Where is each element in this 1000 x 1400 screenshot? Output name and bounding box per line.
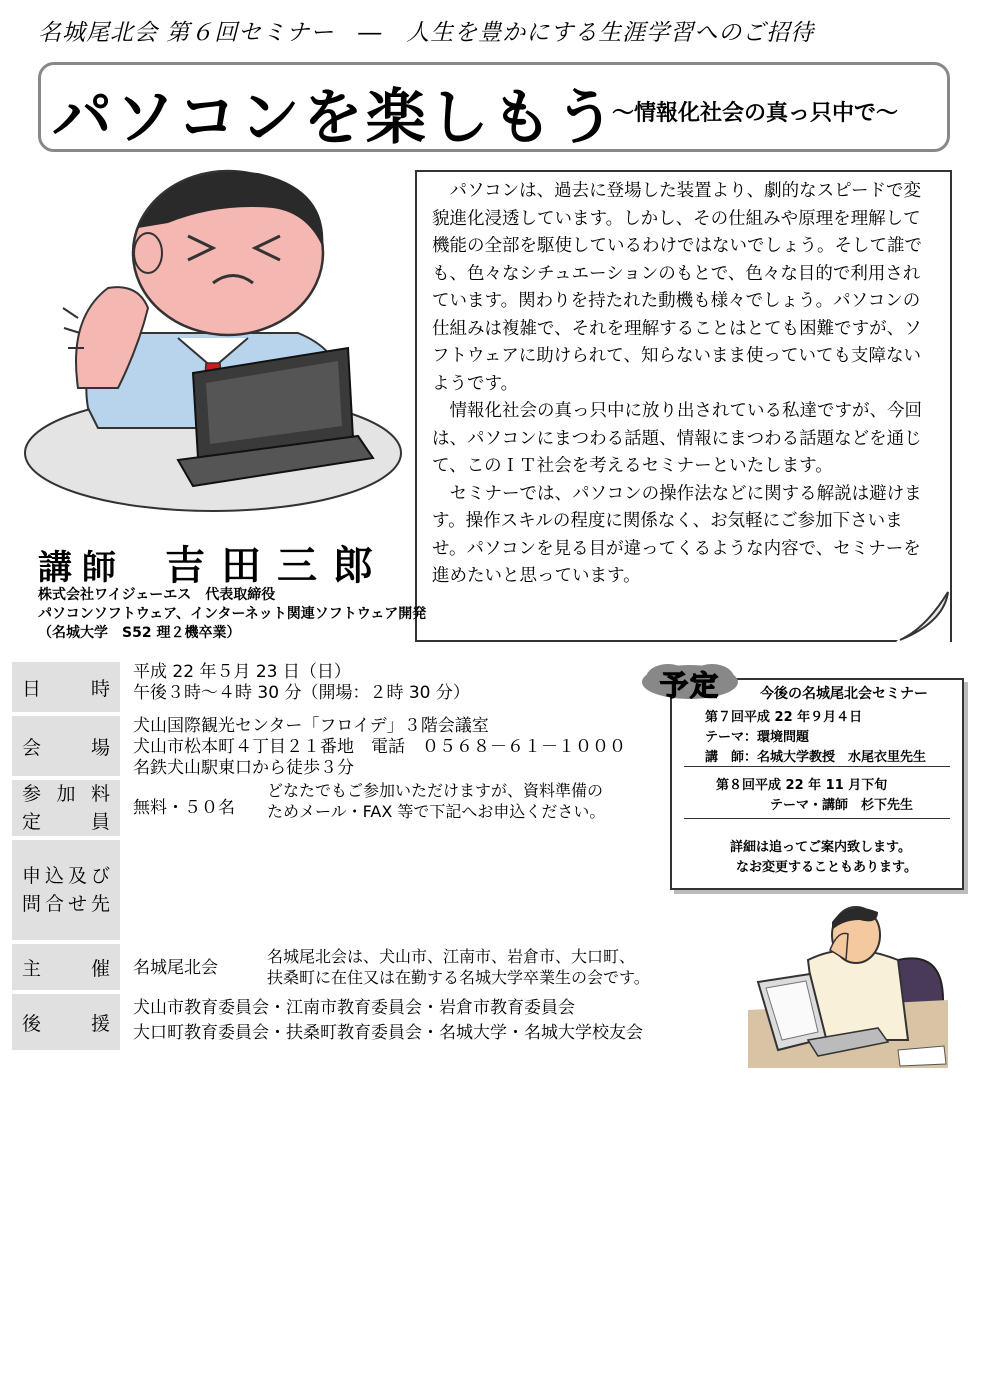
lecturer-label: 講師 [38,548,126,588]
fee-label-b: 定 員 [22,811,110,833]
intro-paragraph: パソコンは、過去に登場した装置より、劇的なスピードで変貌進化浸透しています。しかし、その仕組みや原理を理解して機能の全部を駆使しているわけではないでしょう。そして誰でも、色々なシチュエーションのもとで、色々な目的で利用されています。関わりを持たれた動機も様々でしょう。パソコンの仕組みは複雑で、それを理解することはとても困難ですが、ソフトウェアに助けられて、知らないまま使っていても支障ないようです。 [432,181,922,394]
lecturer-details [38,586,426,643]
fee-note-line: ためメール・FAX 等で下記へお申込ください。 [267,802,606,821]
lecturer-name: 吉田三郎 [165,543,389,589]
schedule-s7-lecturer: 講 師：名城大学教授 水尾衣里先生 [705,750,927,765]
divider [684,818,950,819]
host-label-text: 主 催 [22,957,110,980]
schedule-note: なお変更することもあります。 [736,860,917,875]
fee-note [267,780,605,822]
venue-name: 犬山国際観光センター「フロイデ」３階会議室 [133,716,489,736]
schedule-note: 詳細は追ってご案内致します。 [730,840,911,855]
series-header: 名城尾北会 第６回セミナー ― 人生を豊かにする生涯学習へのご招待 [38,20,815,46]
tired-man-illustration [748,890,948,1068]
host-note-line: 名城尾北会は、犬山市、江南市、岩倉市、大口町、 [267,947,636,966]
lecturer-work: パソコンソフトウェア、インターネット関連ソフトウェア開発 [38,606,427,622]
fee-note-line: どなたでもご参加いただけますが、資料準備の [267,781,604,800]
support-line: 犬山市教育委員会・江南市教育委員会・岩倉市教育委員会 [133,998,575,1018]
intro-text [432,178,937,591]
date-line: 平成 22 年５月 23 日（日） [133,662,351,682]
venue-address: 犬山市松本町４丁目２１番地 電話 ０５６８－６１－１０００ [133,737,626,757]
time-line: 午後３時～４時 30 分（開場：２時 30 分） [133,683,470,703]
page-curl-icon [896,588,952,644]
contact-label-a: 申 込 及 び [22,865,110,887]
venue-access: 名鉄犬山駅東口から徒歩３分 [133,758,354,778]
host-label [12,944,120,990]
fee-label-a: 参 加 料 [22,783,110,805]
date-label-text: 日 時 [22,677,110,700]
host-note [267,946,650,988]
schedule-title: 今後の名城尾北会セミナー [760,686,928,702]
lecturer-company: 株式会社ワイジェーエス 代表取締役 [38,587,276,603]
schedule-s8-theme: テーマ・講師 杉下先生 [770,798,914,813]
venue-label-text: 会 場 [22,736,110,759]
fee-label [12,780,120,836]
venue-label [12,716,120,776]
fee-value: 無料・５０名 [133,798,235,818]
contact-label-b: 問 合 せ 先 [22,893,110,915]
contact-label [12,840,120,940]
support-label-text: 後 援 [22,1012,110,1035]
divider [684,766,950,767]
date-label [12,662,120,712]
venue-value [133,716,626,779]
schedule-s7-theme: テーマ：環境問題 [705,730,810,745]
date-value [133,662,470,704]
main-title: パソコンを楽しもう [52,83,618,153]
host-note-line: 扶桑町に在住又は在勤する名城大学卒業生の会です。 [267,968,650,987]
support-label [12,994,120,1050]
schedule-s7-date: 第７回平成 22 年９月４日 [705,710,863,725]
support-value [133,996,643,1046]
lecturer-school: （名城大学 S52 理２機卒業） [38,625,241,641]
stressed-man-illustration [18,168,408,518]
intro-paragraph: セミナーでは、パソコンの操作法などに関する解説は避けます。操作スキルの程度に関係なく、お気軽にご参加下さいませ。パソコンを見る目が違ってくるような内容で、セミナーを進めたいと思っています。 [432,483,922,586]
schedule-s8-date: 第８回平成 22 年 11 月下旬 [716,778,888,793]
schedule-badge: 予定 [659,669,720,702]
support-line: 大口町教育委員会・扶桑町教育委員会・名城大学・名城大学校友会 [133,1023,643,1043]
intro-paragraph: 情報化社会の真っ只中に放り出されている私達ですが、今回は、パソコンにまつわる話題、情報にまつわる話題などを通じて、このＩＴ社会を考えるセミナーといたします。 [432,401,922,476]
subtitle: ～情報化社会の真っ只中で～ [612,101,899,126]
host-value: 名城尾北会 [133,958,218,978]
